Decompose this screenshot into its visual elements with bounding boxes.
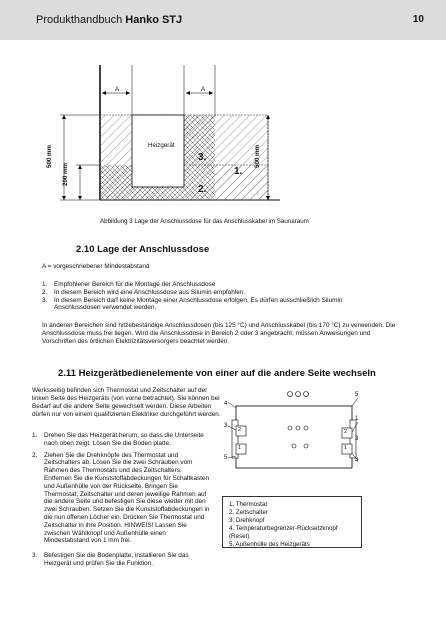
callout-3-right: 3 — [355, 436, 359, 442]
list-item — [42, 281, 382, 289]
list-item — [42, 289, 382, 297]
list-item-num: 2. — [32, 451, 38, 459]
legend-item: 4. Temperaturbegrenzer-Rücksetzknopf (Reset) — [229, 524, 338, 540]
list-item — [42, 297, 382, 313]
reset-button-icon — [304, 444, 308, 448]
knob-icon — [296, 426, 300, 430]
list-item-num: 2. — [42, 288, 48, 296]
callout-5-left: 5 — [224, 455, 228, 461]
figure-3-diagram — [50, 60, 340, 210]
list-item-text: Empfohlener Bereich für die Montage der Anschlussdose — [54, 281, 216, 288]
a-label-2: A — [201, 86, 206, 93]
callout-4-right: 4 — [355, 458, 359, 464]
figure-3-caption: Abbildung 3 Lage der Anschlussdose für das Anschlusskabel im Saunaraum — [100, 218, 309, 225]
box-label: 2 — [344, 429, 348, 435]
box-label: 1 — [344, 445, 348, 451]
box-label: 2 — [238, 427, 242, 433]
section-210-paragraph: In anderen Bereichen sind hitzebeständige Anschlussdosen (bis 125 °C) und Anschlusskabel (bis 170 °C) zu verwenden. Die Anschlussdose muss frei liegen. Wird die Anschlussdose in Bereich 2 oder 3 angebracht, müssen Anweisungen und Vorschriften des örtlichen Elektrizitätsversorgers beachtet werden. — [42, 322, 396, 345]
list-item-text: Drehen Sie das Heizgerät herum, so dass die Unterseite nach oben zeigt. Lösen Sie die Boden platte. — [44, 432, 204, 447]
page-number: 10 — [412, 14, 424, 25]
heater-controls-diagram — [222, 384, 362, 480]
dim-500-left-label: 500 mm — [46, 144, 53, 168]
reset-button-icon — [292, 444, 296, 448]
a-label-1: A — [115, 86, 120, 93]
list-item-num: 3. — [32, 552, 38, 560]
list-item — [32, 452, 210, 546]
heater-box — [132, 115, 184, 187]
knob-icon — [288, 426, 292, 430]
zone-1-label: 1. — [234, 166, 243, 177]
zone-2-label: 2. — [198, 184, 207, 195]
header-title-brand: Hanko STJ — [125, 14, 183, 26]
legend-item: 5. Außenhülle des Heizgeräts — [229, 540, 310, 548]
knob-icon — [304, 392, 309, 397]
list-item-num: 1. — [42, 281, 48, 288]
section-210-list — [42, 281, 382, 312]
callout-1-right: 1 — [355, 416, 359, 422]
callout-5-top: 5 — [355, 392, 359, 398]
box-label: 1 — [238, 445, 242, 451]
list-item-text: Befestigen Sie die Bodenplatte, installieren Sie das Heizgerät und prüfen Sie die Funktion. — [44, 552, 189, 567]
header-title — [36, 14, 182, 26]
header-title-prefix: Produkthandbuch — [36, 14, 123, 26]
legend-item: 3. Drehknopf — [229, 516, 265, 524]
list-item-text: In diesem Bereich wird eine Anschlussdose aus Silumin empfohlen. — [54, 288, 246, 296]
dim-200-label: 200 mm — [62, 162, 69, 186]
legend-item: 1. Thermostat — [229, 501, 268, 508]
section-210-heading: 2.10 Lage der Anschlussdose — [76, 244, 210, 255]
knob-icon — [304, 426, 308, 430]
section-210-intro: A = vorgeschriebener Mindestabstand — [42, 263, 150, 270]
callout-3-left: 3 — [224, 423, 228, 429]
list-item-num: 1. — [32, 432, 38, 439]
list-item-text: In diesem Bereich darf keine Montage einer Anschlussdose erfolgen. Es dürfen ausschließlich Silumin Anschlussdosen verwendet werden. — [54, 296, 343, 312]
list-item-num: 3. — [42, 296, 48, 304]
list-item — [32, 552, 210, 568]
diagram-legend — [222, 496, 362, 548]
knob-icon — [288, 392, 293, 397]
zone-3-label: 3. — [198, 152, 207, 163]
section-211-heading: 2.11 Heizgerätbedienelemente von einer auf die andere Seite wechseln — [58, 368, 376, 379]
heater-outer-shell — [236, 406, 352, 468]
list-item — [32, 432, 210, 448]
legend-item: 2. Zeitschalter — [229, 508, 268, 516]
heater-label: Heizgerät — [148, 142, 175, 149]
section-211-intro: Werksseitig befinden sich Thermostat und Zeitschalter auf der linken Seite des Heizgeräts (von vorne betrachtet). Sie können bei Bedarf auf die andere Seite gewechselt werden. Diese Arbeiten dürfen nur von einem qualifizierten Elektriker durchgeführt werden. — [32, 387, 221, 418]
list-item-text: Ziehen Sie die Drehknöpfe des Thermostat und Zeitschalters ab. Lösen Sie die zwei Schrauben vom Rahmen des Thermostats und des Zeitschalters. Entfernen Sie die Kunststoffabdeckungen für Schaltkasten und Außenhülle von der Rückseite. Bringen Sie Thermostat, Zeitschalter und deren jeweilige Rahmen auf die andere Seite und befestigen Sie diese wieder mit den zwei Schrauben. Setzen Sie die Kunststoffabdeckungen in die nun offenen Löcher ein. Drücken Sie Thermostat und Zeitschalter in ihre Position. HINWEIS! Lassen Sie zwischen Wählknopf und Außenhülle einen Mindestabstand von 1 mm frei. — [44, 451, 210, 545]
section-211-steps — [32, 432, 210, 568]
dim-500-right-label: 500 mm — [254, 144, 261, 168]
callout-4-top: 4 — [224, 401, 228, 407]
zone-2-left-area — [100, 165, 132, 200]
knob-icon — [296, 392, 301, 397]
